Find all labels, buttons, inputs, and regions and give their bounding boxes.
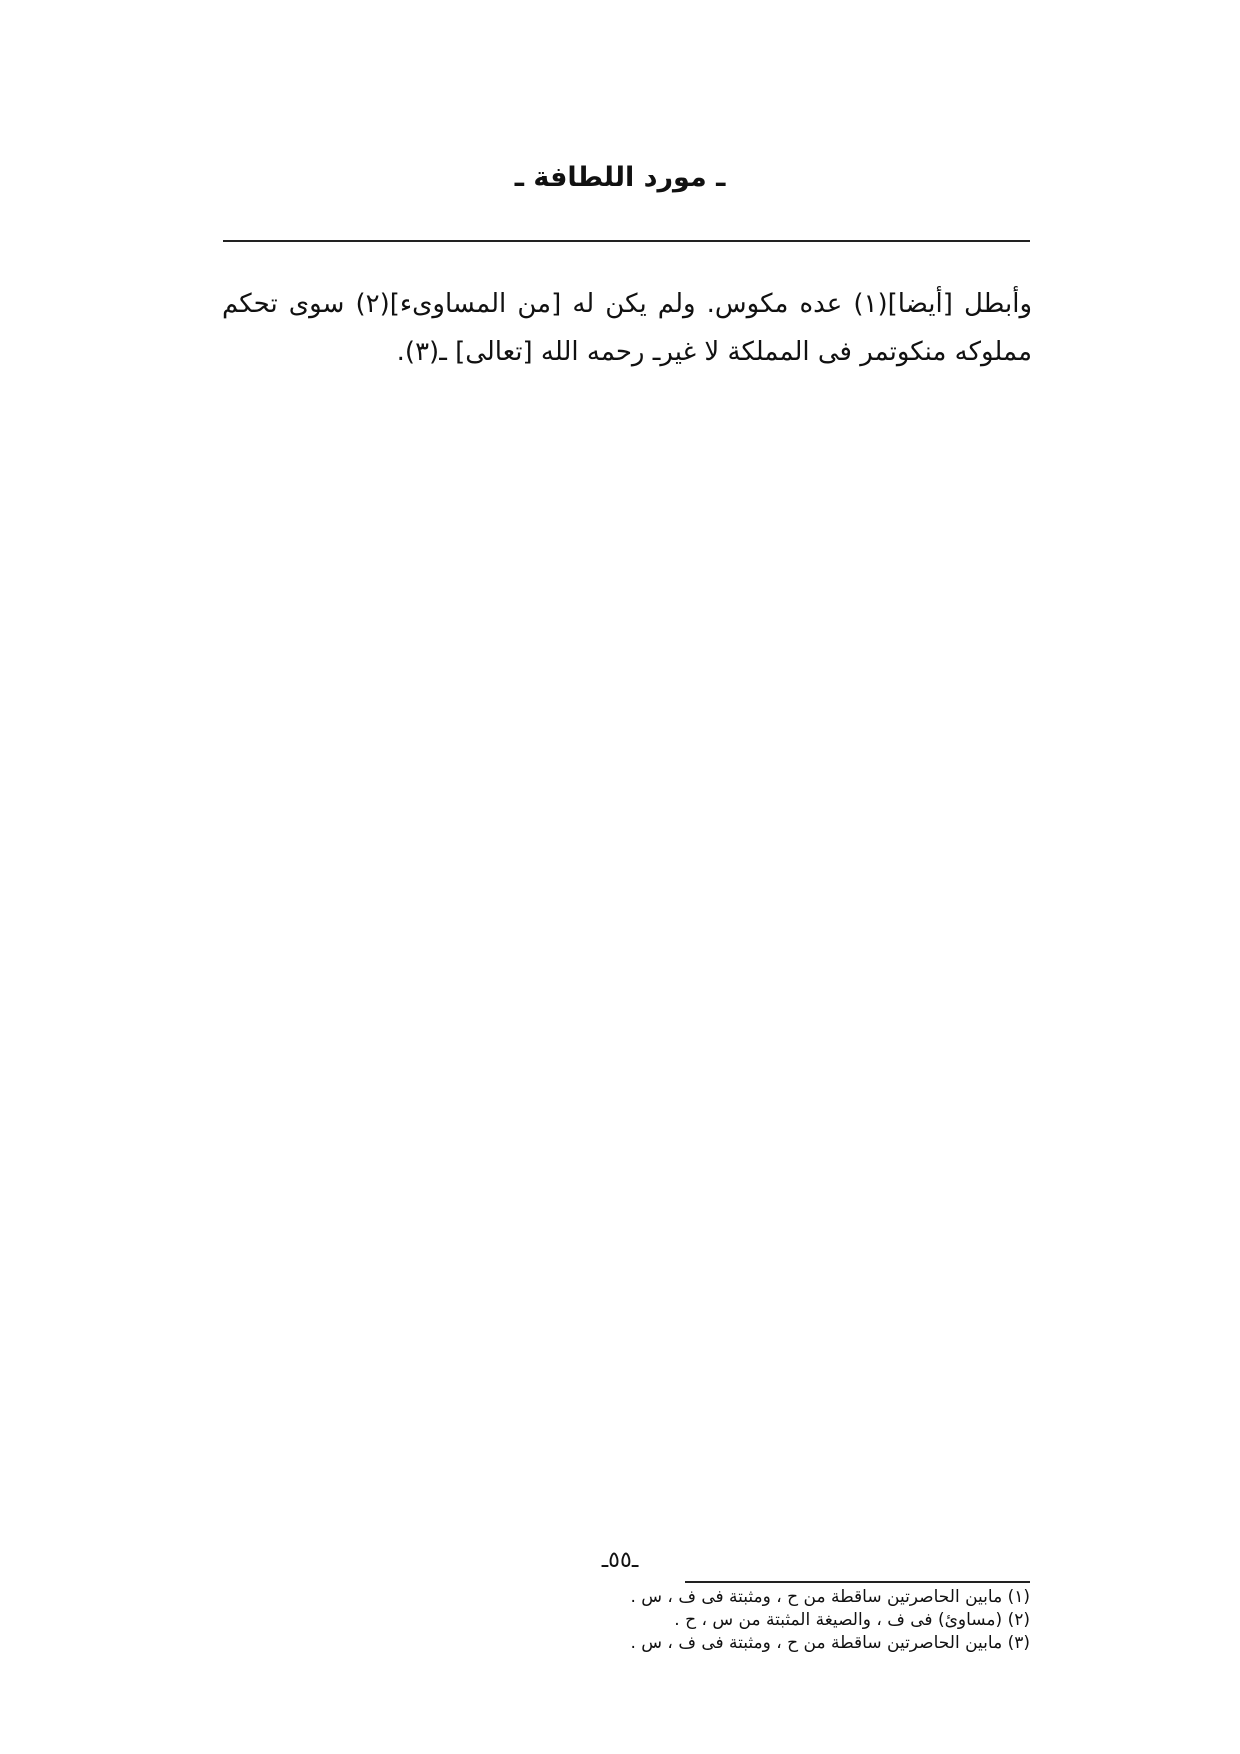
page-number: ـ٥٥ـ bbox=[601, 1548, 639, 1573]
footnotes-list bbox=[440, 1586, 1030, 1655]
footnote-item: (٣) مابين الحاصرتين ساقطة من ح ، ومثبتة فى ف ، س . bbox=[630, 1633, 1030, 1653]
header-rule bbox=[223, 240, 1030, 242]
footnote-item: (١) مابين الحاصرتين ساقطة من ح ، ومثبتة فى ف ، س . bbox=[630, 1587, 1030, 1607]
footnote-item: (٢) (مساوئ) فى ف ، والصيغة المثبتة من س ، ح . bbox=[674, 1610, 1030, 1630]
footnote-rule bbox=[685, 1581, 1030, 1583]
running-title: ـ مورد اللطافة ـ bbox=[514, 162, 726, 193]
body-paragraph: وأبطل [أيضا](١) عده مكوس. ولم يكن له [من المساوىء](٢) سوى تحكم مملوكه منكوتمر فى المملكة لا غيرـ رحمه الله [تعالى] ـ(٣). bbox=[222, 289, 1032, 367]
